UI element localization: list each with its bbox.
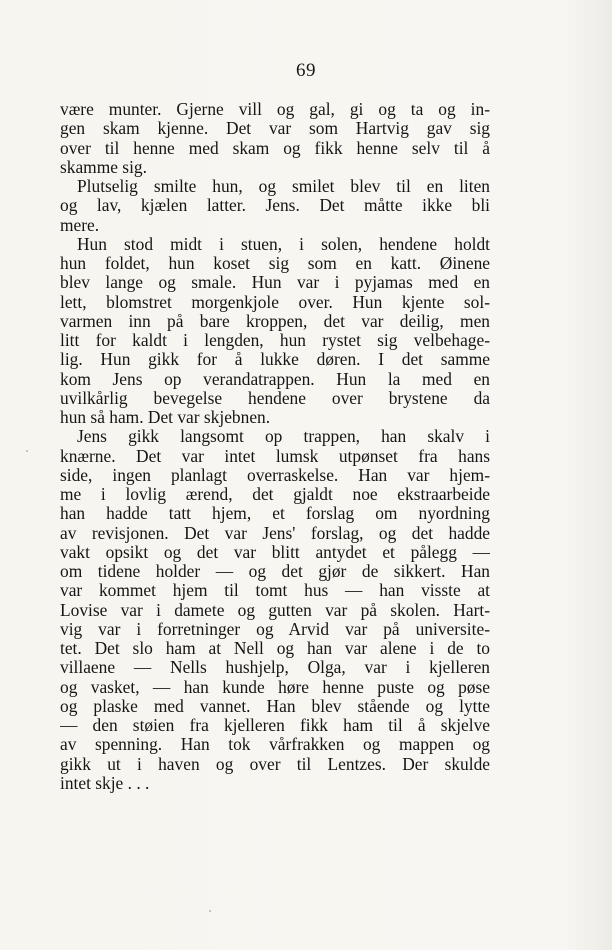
text-line: side, ingen planlagt overraskelse. Han var hjem- (60, 465, 490, 485)
text-line: lig. Hun gikk for å lukke døren. I det samme (60, 350, 490, 370)
text-line: me i lovlig ærend, det gjaldt noe ekstraarbeide (60, 485, 490, 504)
text-line: litt for kaldt i lengden, hun rystet sig velbehage- (60, 331, 490, 350)
text-line: gikk ut i haven og over til Lentzes. Der skulde (60, 754, 490, 774)
text-line: knærne. Det var intet lumsk utpønset fra hans (60, 446, 490, 466)
text-line: lett, blomstret morgenkjole over. Hun kjente sol- (60, 292, 490, 312)
text-line: Hun stod midt i stuen, i solen, hendene holdt (77, 234, 490, 254)
body-text (60, 100, 490, 793)
text-line: av revisjonen. Det var Jens' forslag, og det hadde (60, 523, 490, 543)
text-line: blev lange og smale. Hun var i pyjamas med en (60, 273, 490, 293)
text-line: Jens gikk langsomt op trappen, han skalv i (77, 427, 490, 447)
text-line: Plutselig smilte hun, og smilet blev til en liten (77, 177, 490, 196)
text-line: Lovise var i damete og gutten var på skolen. Hart- (60, 600, 490, 620)
text-line: vig var i forretninger og Arvid var på universite- (60, 619, 490, 639)
paper-speck (209, 910, 211, 912)
page-number: 69 (296, 60, 316, 81)
text-line: og plaske med vannet. Han blev stående og lytte (60, 696, 490, 716)
text-line: kom Jens op verandatrappen. Hun la med en (60, 369, 490, 389)
text-line: om tidene holder — og det gjør de sikkert. Han (60, 562, 490, 581)
text-line: varmen inn på bare kroppen, det var deilig, men (60, 311, 490, 331)
text-line: være munter. Gjerne vill og gal, gi og ta og in- (60, 100, 490, 119)
text-line: og lav, kjælen latter. Jens. Det måtte ikke bli (60, 196, 490, 216)
text-line: han hadde tatt hjem, et forslag om nyordning (60, 504, 490, 524)
text-line: intet skje . . . (60, 772, 150, 793)
text-line: gen skam kjenne. Det var som Hartvig gav sig (60, 119, 490, 139)
text-line: skamme sig. (60, 156, 147, 177)
text-line: av spenning. Han tok vårfrakken og mappen og (60, 735, 490, 755)
text-line: og vasket, — han kunde høre henne puste og pøse (60, 677, 490, 697)
text-line: villaene — Nells hushjelp, Olga, var i kjelleren (60, 658, 490, 678)
text-line: hun foldet, hun koset sig som en katt. Øinene (60, 254, 490, 273)
text-line: var kommet hjem til tomt hus — han visste at (60, 581, 490, 601)
text-line: mere. (60, 214, 100, 235)
text-line: uvilkårlig bevegelse hendene over brystene da (60, 388, 490, 408)
paper-speck (26, 450, 28, 452)
text-line: hun så ham. Det var skjebnen. (60, 407, 271, 427)
text-line: vakt opsikt og det var blitt antydet et pålegg — (60, 542, 490, 562)
text-line: tet. Det slo ham at Nell og han var alene i de to (60, 639, 490, 658)
text-line: over til henne med skam og fikk henne selv til å (60, 138, 490, 158)
text-line: — den støien fra kjelleren fikk ham til å skjelve (60, 716, 490, 735)
